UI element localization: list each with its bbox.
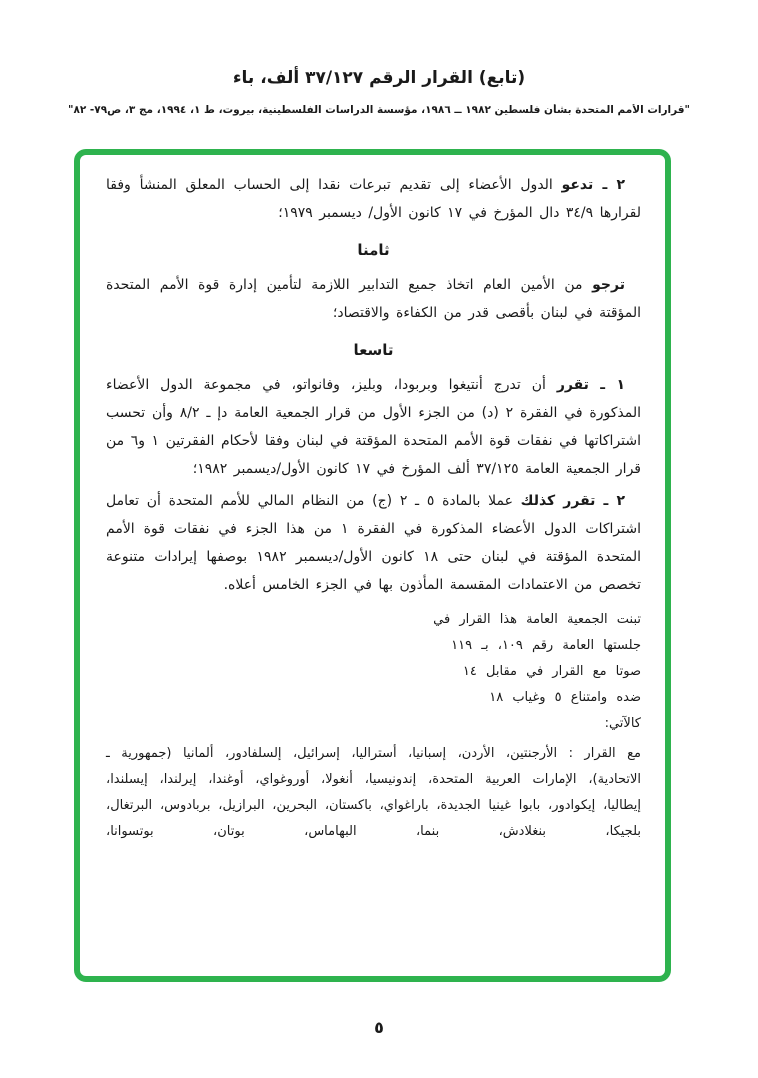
note-line: كالآتي: bbox=[604, 716, 641, 731]
note-line: تبنت الجمعية العامة هذا القرار في bbox=[433, 612, 641, 627]
note-line: جلستها العامة رقم ١٠٩، بـ ١١٩ bbox=[451, 638, 641, 653]
paragraph-text: عملا بالمادة ٥ ـ ٢ (ج) من النظام المالي للأمم المتحدة أن تعامل اشتراكات الدول الأعضاء المذكورة في الفقرة ١ من هذا الجزء في نفقات قوة الأمم المتحدة المؤقتة في لبنان حتى ١٨ كانون الأول/ديسمبر ١٩٨٢ بوصفها إيرادات متنوعة تخصص من الاعتمادات المقسمة المأذون بها في الجزء الخامس أعلاه. bbox=[106, 493, 641, 593]
paragraph-lead: ١ ـ تقرر bbox=[556, 377, 625, 393]
source-citation: "قرارات الأمم المتحدة بشأن فلسطين ١٩٨٢ ــ ١٩٨٦، مؤسسة الدراسات الفلسطينية، بيروت، ط ١، ١٩٩٤، مج ٣، ص٧٩- ٨٢" bbox=[67, 104, 691, 116]
paragraph-decide-include-states bbox=[106, 371, 641, 483]
paragraph-lead: ترجو bbox=[592, 277, 625, 293]
paragraph-request-secretary-general bbox=[106, 271, 641, 327]
vote-record-in-favour bbox=[106, 741, 641, 845]
paragraph-lead: ٢ ـ تدعو bbox=[561, 177, 625, 193]
paragraph-decide-treat-contributions bbox=[106, 487, 641, 599]
resolution-title: (تابع) القرار الرقم ٣٧/١٢٧ ألف، باء bbox=[232, 68, 526, 88]
highlighted-resolution-box bbox=[74, 149, 671, 982]
section-heading-eighth: ثامنا bbox=[357, 241, 390, 259]
note-line: صوتا مع القرار في مقابل ١٤ bbox=[462, 664, 641, 679]
vote-label: مع القرار : bbox=[568, 746, 641, 761]
section-heading-ninth: تاسعا bbox=[353, 341, 394, 359]
paragraph-text: أن تدرج أنتيغوا وبربودا، وبليز، وفانواتو، في مجموعة الدول الأعضاء المذكورة في الفقرة ٢ (د) من الجزء الأول من قرار الجمعية العامة دإ ـ ٨/٢ وأن تحسب اشتراكاتها في نفقات قوة الأمم المتحدة المؤقتة في لبنان وفقا لأحكام الفقرتين ١ و٦ من قرار الجمعية العامة ٣٧/١٢٥ ألف المؤرخ في ١٧ كانون الأول/ديسمبر ١٩٨٢؛ bbox=[106, 377, 642, 477]
note-line: ضده وامتناع ٥ وغياب ١٨ bbox=[489, 690, 641, 705]
paragraph-lead: ٢ ـ تقرر كذلك bbox=[520, 493, 625, 509]
adoption-note bbox=[106, 607, 641, 737]
page-number: ٥ bbox=[374, 1018, 384, 1037]
paragraph-text: من الأمين العام اتخاذ جميع التدابير اللازمة لتأمين إدارة قوة الأمم المتحدة المؤقتة في لبنان بأقصى قدر من الكفاءة والاقتصاد؛ bbox=[106, 277, 641, 321]
paragraph-text: الدول الأعضاء إلى تقديم تبرعات نقدا إلى الحساب المعلق المنشأ وفقا لقرارها ٣٤/٩ دال المؤرخ في ١٧ كانون الأول/ ديسمبر ١٩٧٩؛ bbox=[106, 177, 641, 221]
vote-countries-list: الأرجنتين، الأردن، إسبانيا، أستراليا، إسرائيل، إلسلفادور، ألمانيا (جمهورية ـ الاتحادية)، الإمارات العربية المتحدة، إندونيسيا، أنغولا، أوروغواي، أوغندا، إيرلندا، إيسلندا، إيطاليا، إيكوادور، بابوا غينيا الجديدة، باراغواي، باكستان، البحرين، البرازيل، بربادوس، البرتغال، بلجيكا، بنغلادش، بنما، البهاماس، بوتان، بوتسوانا، bbox=[106, 746, 641, 839]
paragraph-invite-contributions bbox=[106, 171, 641, 227]
